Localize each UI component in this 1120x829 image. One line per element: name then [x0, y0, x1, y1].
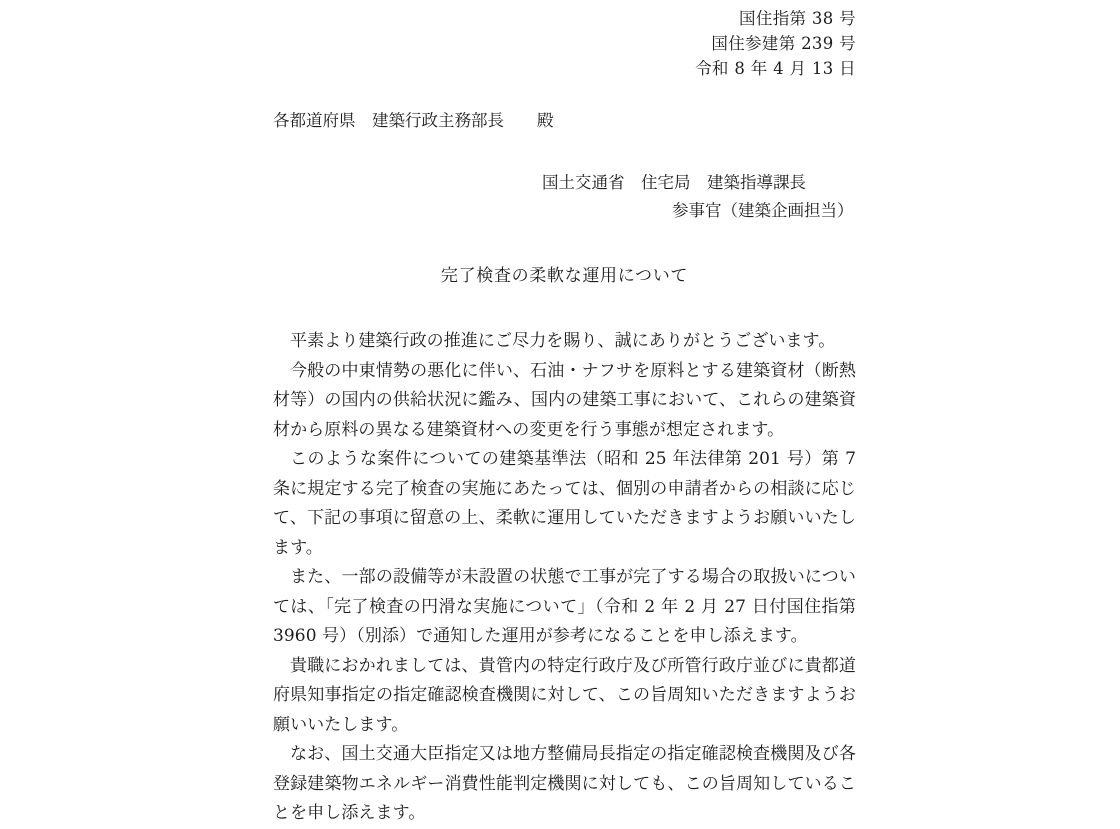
body-paragraph: このような案件についての建築基準法（昭和 25 年法律第 201 号）第 7 条に規定する完了検査の実施にあたっては、個別の申請者からの相談に応じて、下記の事項に留意の上、柔軟に運用していただきますようお願いいたします。 — [273, 449, 856, 558]
document-number-block — [273, 0, 856, 81]
document-date: 令和 8 年 4 月 13 日 — [695, 59, 856, 78]
document-number-secondary: 国住参建第 239 号 — [711, 34, 856, 53]
sender-role: 参事官（建築企画担当） — [672, 201, 854, 220]
sender-organization: 国土交通省 住宅局 建築指導課長 — [542, 173, 806, 192]
body-paragraph: 貴職におかれましては、貴管内の特定行政庁及び所管行政庁並びに貴都道府県知事指定の指定確認検査機関に対して、この旨周知いただきますようお願いいたします。 — [273, 655, 856, 735]
body-paragraph: 今般の中東情勢の悪化に伴い、石油・ナフサを原料とする建築資材（断熱材等）の国内の供給状況に鑑み、国内の建築工事において、これらの建築資材から原料の異なる建築資材への変更を行う事態が想定されます。 — [273, 360, 856, 440]
body-paragraph: また、一部の設備等が未設置の状態で工事が完了する場合の取扱いについては、「完了検査の円滑な実施について」（令和 2 年 2 月 27 日付国住指第 3960 号）（別添）で通知した運用が参考になることを申し添えます。 — [273, 567, 856, 646]
document-body-column — [273, 0, 856, 829]
body-paragraph: なお、国土交通大臣指定又は地方整備局長指定の指定確認検査機関及び各登録建築物エネルギー消費性能判定機関に対しても、この旨周知していることを申し添えます。 — [273, 744, 856, 823]
document-number-primary: 国住指第 38 号 — [739, 9, 856, 28]
sender-block — [273, 169, 856, 225]
recipient-line: 各都道府県 建築行政主務部長 殿 — [273, 111, 554, 130]
body-paragraph: 平素より建築行政の推進にご尽力を賜り、誠にありがとうございます。 — [290, 331, 836, 351]
document-body — [273, 327, 856, 829]
document-title: 完了検査の柔軟な運用について — [440, 266, 689, 286]
